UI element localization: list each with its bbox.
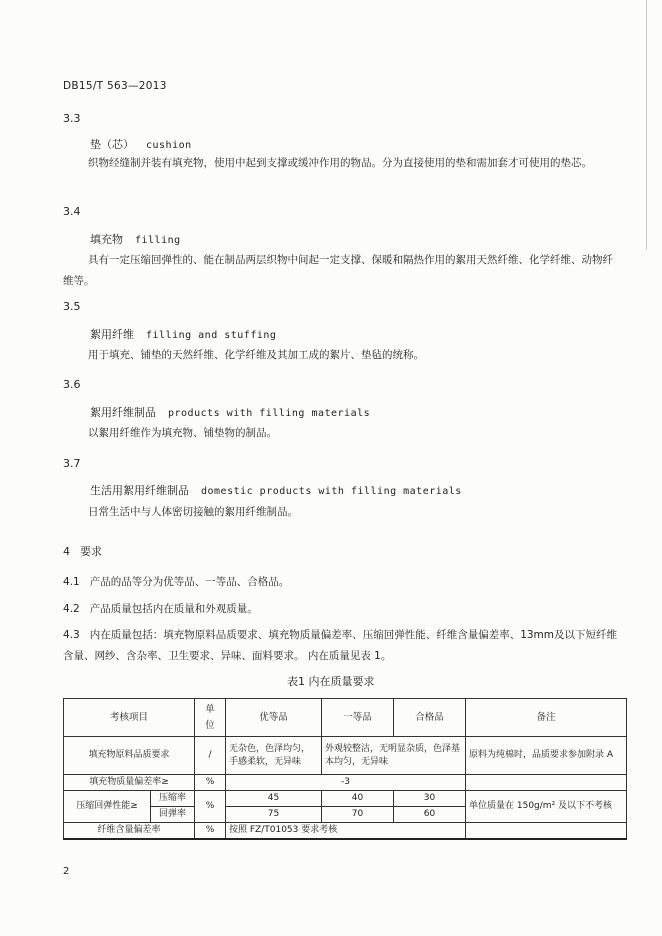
- clause-item: 4.2 产品质量包括内在质量和外观质量。: [63, 603, 258, 615]
- term-definition: 具有一定压缩回弹性的、能在制品两层织物中间起一定支撑、保暖和隔热作用的絮用天然纤维、化学纤维、动物纤维等。: [63, 254, 613, 287]
- row-first: 70: [322, 807, 394, 823]
- term-en: cushion: [146, 140, 192, 151]
- term-definition: 以絮用纤维作为填充物、铺垫物的制品。: [88, 427, 277, 439]
- scan-edge-line: [646, 0, 647, 250]
- page-number: 2: [63, 866, 70, 877]
- section-number: 3.4: [63, 205, 81, 218]
- row-first: 40: [322, 791, 394, 807]
- header-remark: 备注: [466, 699, 627, 737]
- quality-requirements-table: [63, 698, 627, 840]
- table-row: [64, 775, 627, 791]
- table-title: 表1 内在质量要求: [287, 675, 375, 688]
- header-item: 考核项目: [64, 699, 195, 737]
- row-unit: %: [195, 775, 226, 791]
- row-superior: 45: [226, 791, 322, 807]
- clause-number: 4: [63, 545, 70, 558]
- row-remark-empty: [466, 823, 627, 840]
- row-superior: 75: [226, 807, 322, 823]
- row-value: -3: [226, 775, 466, 791]
- header-first: 一等品: [322, 699, 394, 737]
- term-zh: 填充物: [90, 233, 123, 246]
- row-unit: /: [195, 737, 226, 775]
- clause-heading: [63, 543, 102, 559]
- term-entry: [90, 482, 462, 498]
- table-row: [64, 737, 627, 775]
- row-remark: 原料为纯棉时，品质要求参加附录 A: [466, 737, 627, 775]
- row-item-group: 压缩回弹性能≥: [64, 791, 151, 823]
- term-en: domestic products with filling materials: [201, 486, 462, 497]
- term-en: products with filling materials: [168, 408, 371, 419]
- header-unit: 单位: [195, 699, 226, 737]
- section-number: 3.5: [63, 300, 81, 313]
- term-definition: 日常生活中与人体密切接触的絮用纤维制品。: [88, 506, 298, 518]
- term-en: filling: [135, 235, 181, 246]
- row-superior: 无杂色，色泽均匀，手感柔软，无异味: [226, 737, 322, 775]
- row-remark: 单位质量在 150g/m² 及以下不考核: [466, 791, 627, 823]
- term-zh: 絮用纤维: [90, 328, 134, 341]
- row-qualified: 30: [394, 791, 466, 807]
- term-entry: [90, 326, 276, 342]
- row-value: 按照 FZ/T01053 要求考核: [226, 823, 466, 840]
- term-definition: 织物经缝制并装有填充物，使用中起到支撑或缓冲作用的物品。分为直接使用的垫和需加套才可使用的垫芯。: [88, 157, 592, 169]
- table-row: [64, 823, 627, 840]
- term-entry: [90, 136, 192, 152]
- row-unit: %: [195, 823, 226, 840]
- term-zh: 絮用纤维制品: [90, 406, 156, 419]
- section-number: 3.3: [63, 112, 81, 125]
- row-qualified: 60: [394, 807, 466, 823]
- term-zh: 垫（芯）: [90, 138, 134, 151]
- section-number: 3.6: [63, 378, 81, 391]
- term-zh: 生活用絮用纤维制品: [90, 484, 189, 497]
- header-qualified: 合格品: [394, 699, 466, 737]
- row-item: 纤维含量偏差率: [64, 823, 195, 840]
- clause-item: 4.3 内在质量包括：填充物原料品质要求、填充物质量偏差率、压缩回弹性能、纤维含量偏差率、13mm及以下短纤维含量、网纱、含杂率、卫生要求、异味、面料要求。 内在质量见表 1。: [63, 629, 618, 662]
- table-row: [64, 791, 627, 807]
- row-subitem: 压缩率: [151, 791, 195, 807]
- table-header-row: [64, 699, 627, 737]
- term-en: filling and stuffing: [146, 330, 277, 341]
- term-definition: 用于填充、铺垫的天然纤维、化学纤维及其加工成的絮片、垫毡的统称。: [88, 349, 424, 361]
- section-number: 3.7: [63, 457, 81, 470]
- term-entry: [90, 404, 370, 420]
- row-subitem: 回弹率: [151, 807, 195, 823]
- standard-number: DB15/T 563—2013: [63, 80, 167, 92]
- clause-title: 要求: [80, 545, 102, 558]
- row-remark-empty: [466, 775, 627, 791]
- row-unit: %: [195, 791, 226, 823]
- row-item: 填充物原料品质要求: [64, 737, 195, 775]
- clause-item: 4.1 产品的品等分为优等品、一等品、合格品。: [63, 576, 290, 588]
- header-superior: 优等品: [226, 699, 322, 737]
- row-first-qualified: 外观较整洁，无明显杂质，色泽基本均匀，无异味: [322, 737, 466, 775]
- term-entry: [90, 231, 181, 247]
- row-item: 填充物质量偏差率≥: [64, 775, 195, 791]
